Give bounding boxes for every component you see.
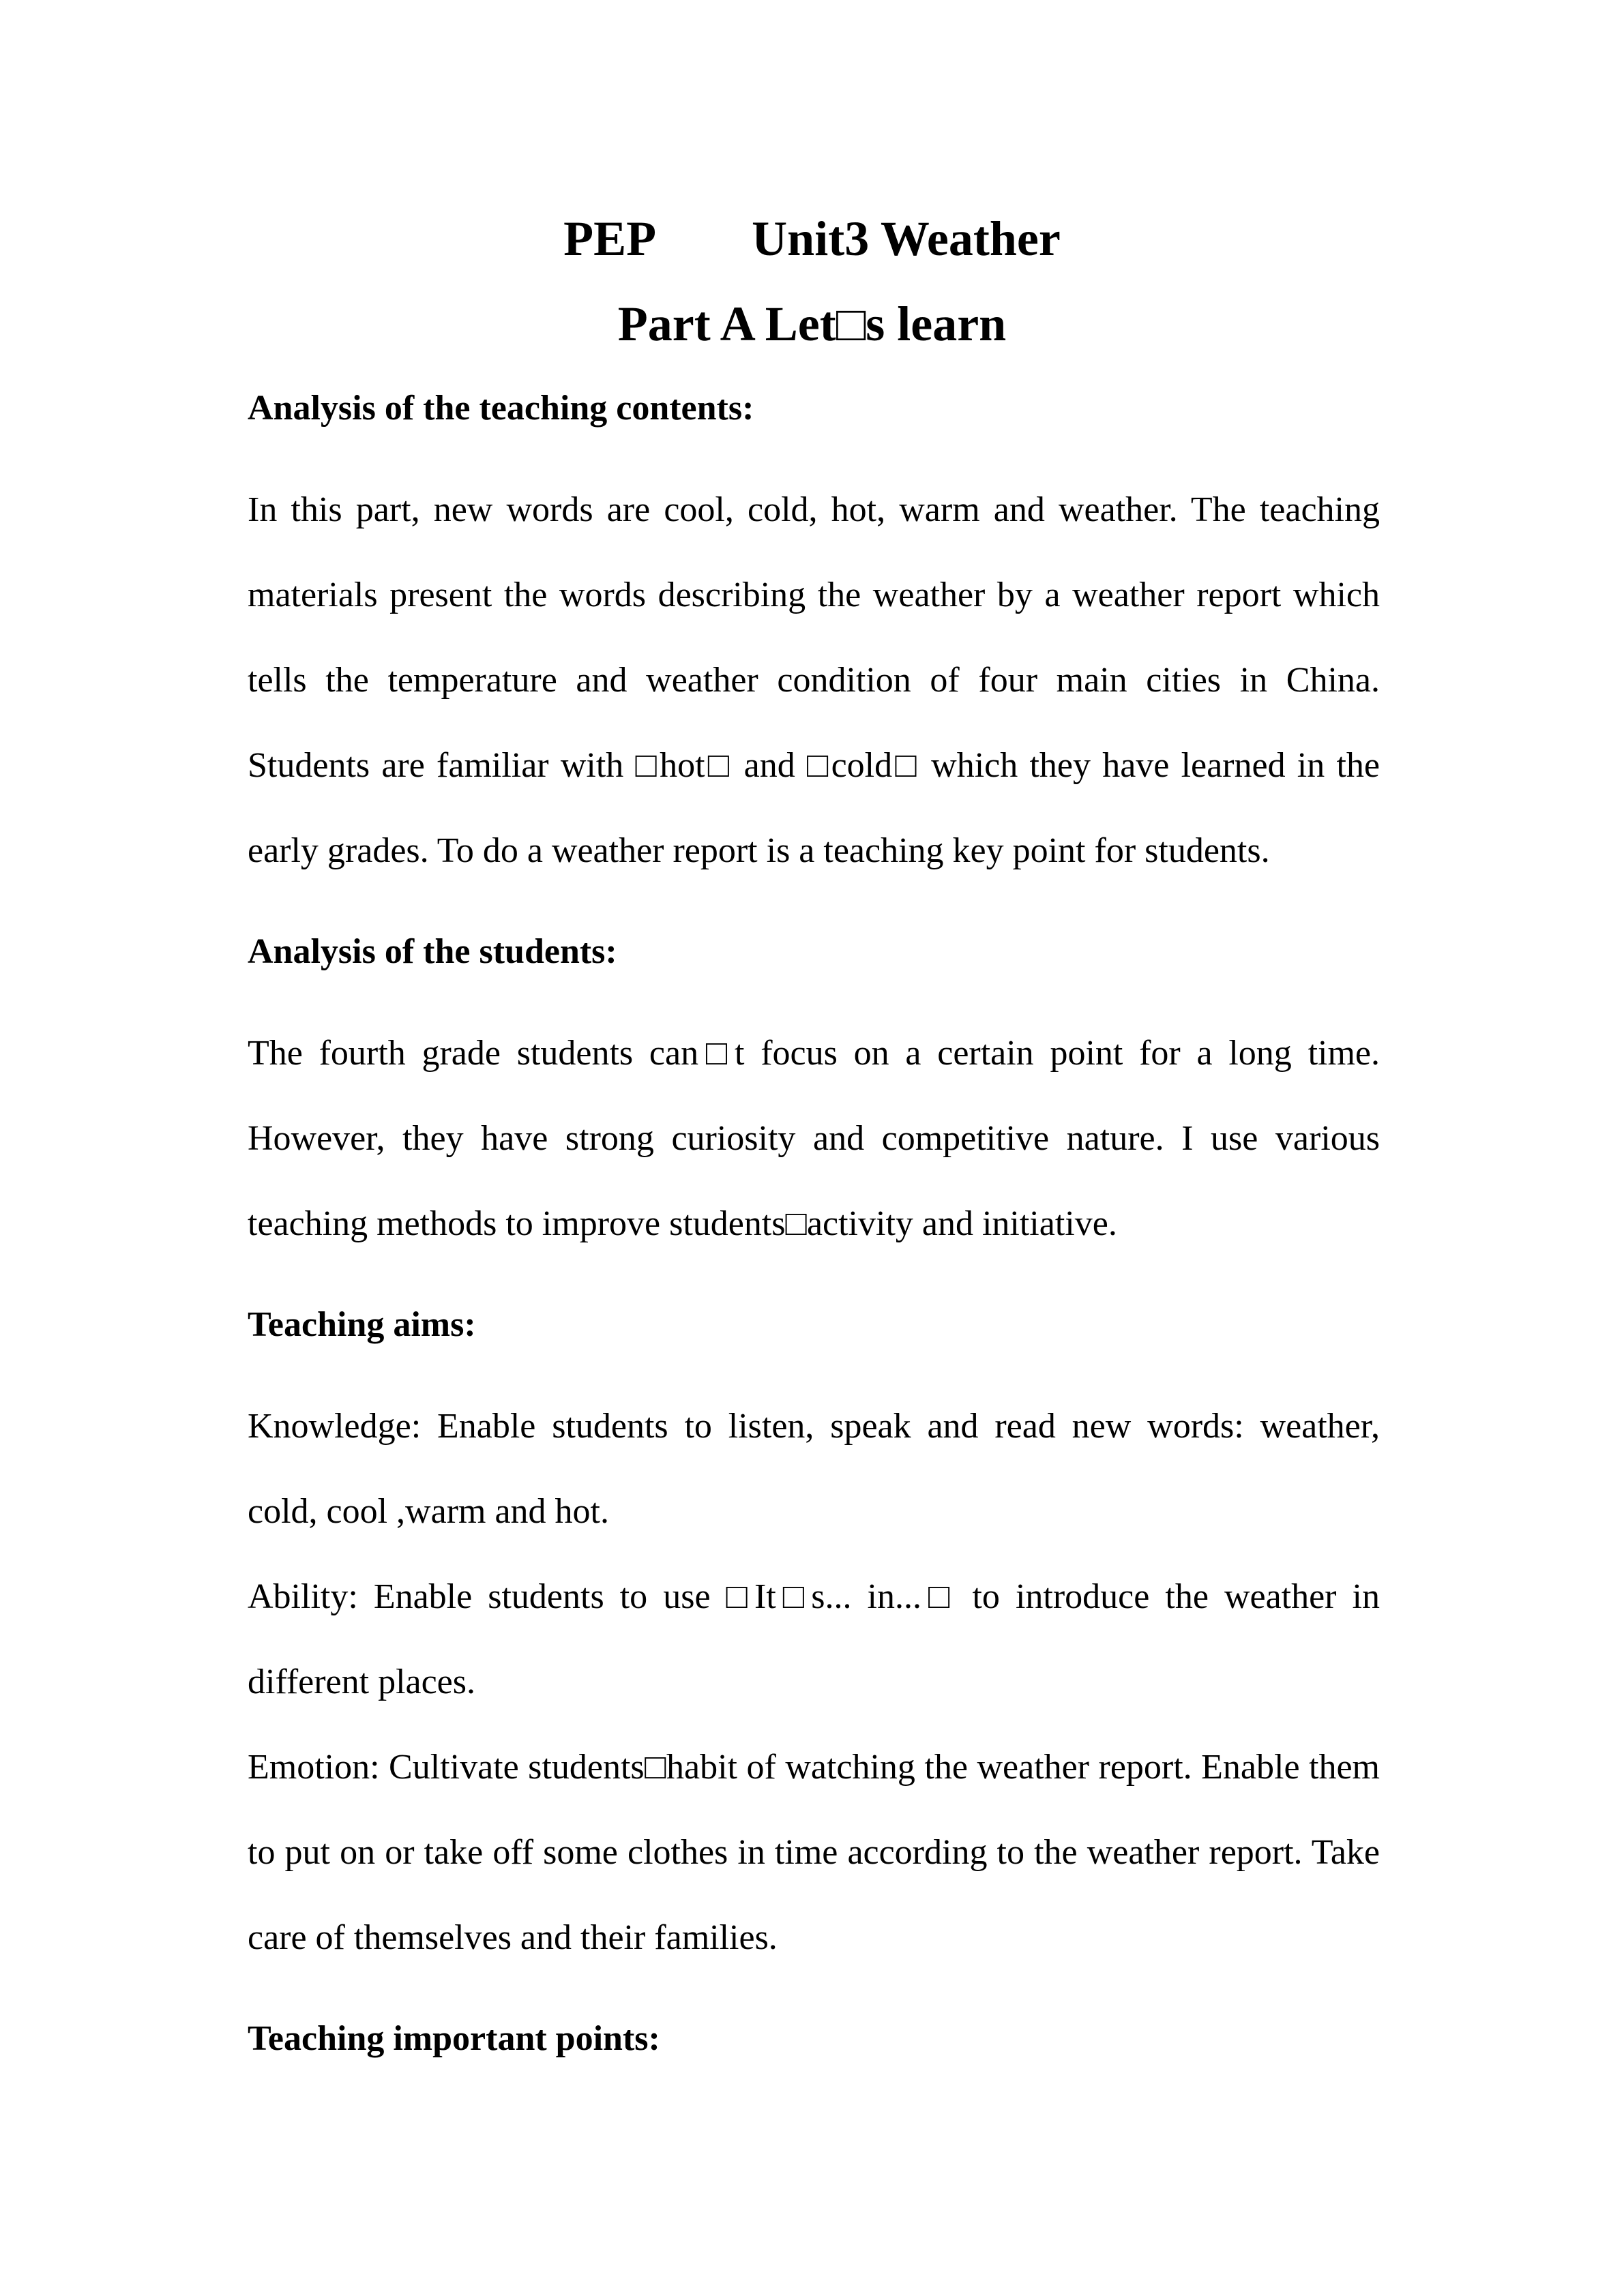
paragraph-students: The fourth grade students can□t focus on a certain point for a long time. However, they have strong curiosity and competitive nature. I use various teaching methods to improve students□activity and initiative. (248, 1034, 1380, 1243)
section-heading-students: Analysis of the students: (248, 932, 617, 971)
paragraph-aims-emotion: Emotion: Cultivate students□habit of watching the weather report. Enable them to put on or take off some clothes in time according to the weather report. Take care of themselves and their families. (248, 1748, 1380, 1957)
paragraph-aims-knowledge: Knowledge: Enable students to listen, speak and read new words: weather, cold, cool ,warm and hot. (248, 1407, 1380, 1531)
document-title: PEP Unit3 Weather (563, 211, 1061, 266)
document-subtitle: Part A Let□s learn (617, 297, 1007, 351)
document-body (248, 382, 1380, 2098)
paragraph-contents: In this part, new words are cool, cold, hot, warm and weather. The teaching materials present the words describing the weather by a weather report which tells the temperature and weather condition of four main cities in China. Students are familiar with □hot□ and □cold□ which they have learned in the early grades. To do a weather report is a teaching key point for students. (248, 490, 1380, 870)
section-heading-contents: Analysis of the teaching contents: (248, 389, 754, 428)
section-heading-important-points: Teaching important points: (248, 2019, 660, 2058)
paragraph-aims-ability: Ability: Enable students to use □It□s... in...□ to introduce the weather in different places. (248, 1577, 1380, 1701)
section-heading-aims: Teaching aims: (248, 1305, 476, 1344)
